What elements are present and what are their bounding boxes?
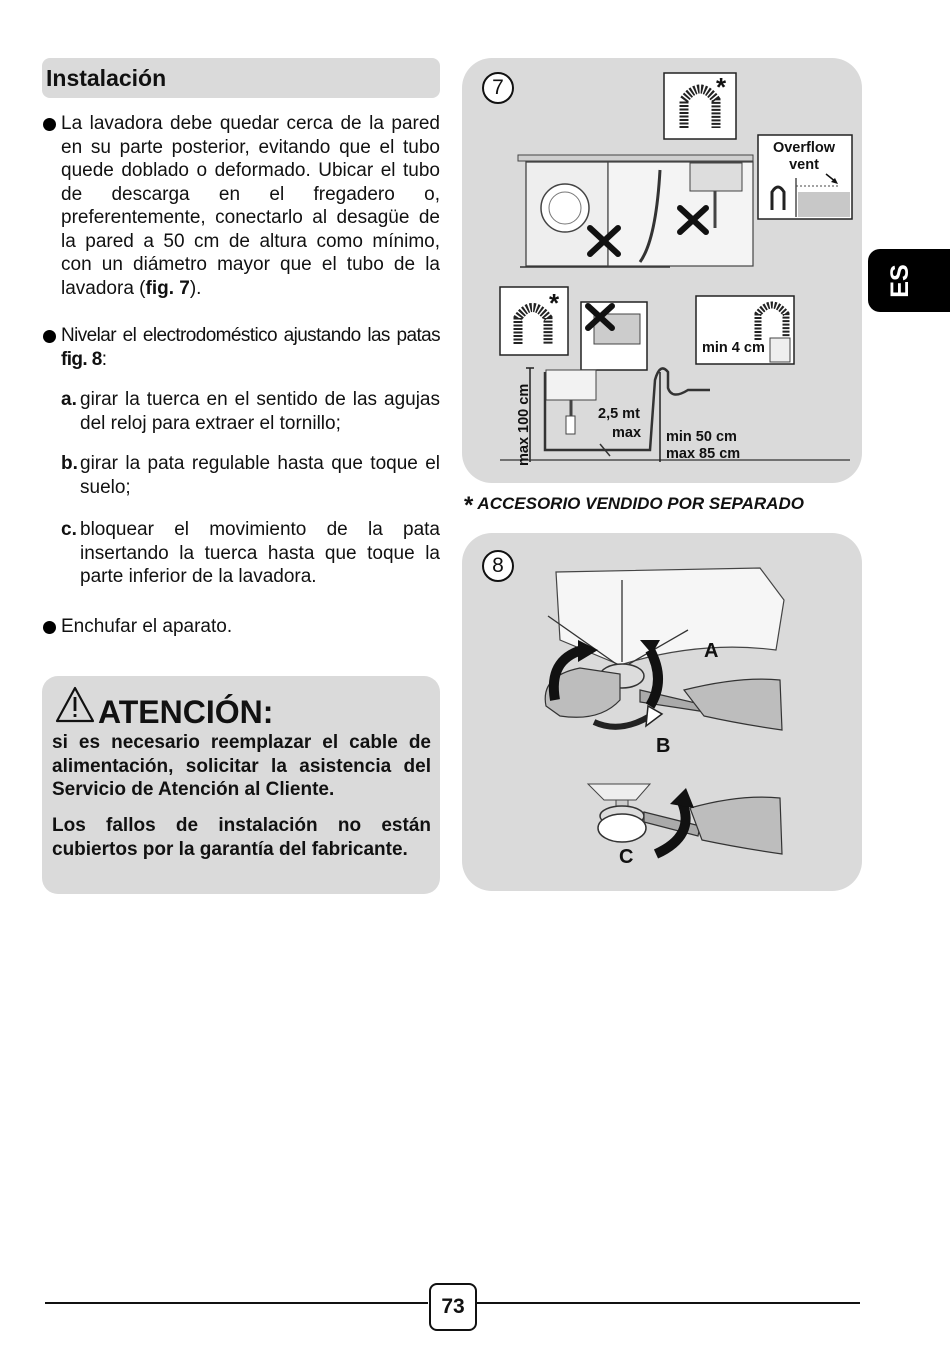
- step-text: girar la tuerca en el sentido de las agujas del reloj para extraer el tornillo;: [80, 389, 440, 434]
- step-letter: a.: [61, 389, 77, 410]
- svg-text:vent: vent: [789, 157, 819, 173]
- footer-rule-right: [476, 1302, 860, 1304]
- overflow-label: Overflow: [772, 140, 836, 156]
- bullet-text: La lavadora debe quedar cerca de la pared en su parte posterior, evitando que el tubo quede doblado o deformado. Ubicar el tubo de descarga en el fregadero o, preferentemente, conectarlo al desagüe de la pared a 50 cm de altura como mínimo, con un diámetro mayor que el tubo de la lavadora (fig. 7).: [61, 113, 440, 299]
- min-50cm-label: min 50 cm: [666, 429, 737, 445]
- bullet-text: Enchufar el aparato.: [61, 616, 233, 637]
- label-b: B: [656, 735, 671, 757]
- accessory-note: * ACCESORIO VENDIDO POR SEPARADO: [464, 492, 804, 519]
- step-text: girar la pata regulable hasta que toque el suelo;: [80, 453, 440, 498]
- language-tab: [868, 249, 950, 312]
- figure-8-number: 8: [482, 550, 514, 582]
- language-code: ES: [886, 264, 914, 298]
- max-85cm-label: max 85 cm: [666, 446, 741, 462]
- page-number: 73: [429, 1283, 477, 1331]
- warning-title: ATENCIÓN:: [98, 694, 274, 730]
- figure-7-number: 7: [482, 72, 514, 104]
- warning-paragraph-2: Los fallos de instalación no están cubiertos por la garantía del fabricante.: [52, 815, 431, 860]
- label-a: A: [704, 640, 719, 662]
- bullet-text: Nivelar el electrodoméstico ajustando las patas fig. 8:: [61, 325, 440, 370]
- step-text: bloquear el movimiento de la pata insertando la tuerca hasta que toque la parte inferior de la lavadora.: [80, 519, 440, 587]
- figure-ref: fig. 7: [145, 277, 190, 299]
- length-label: 2,5 mt: [598, 406, 640, 422]
- max-100cm-label: max 100 cm: [516, 383, 532, 466]
- min-4cm-label: min 4 cm: [702, 340, 765, 356]
- section-title: Instalación: [42, 58, 440, 98]
- footer-rule-left: [45, 1302, 428, 1304]
- step-letter: b.: [61, 453, 78, 474]
- svg-text:*: *: [549, 288, 560, 318]
- asterisk-text: *: [716, 72, 727, 102]
- length-max-label: max: [612, 425, 642, 441]
- step-letter: c.: [61, 519, 77, 540]
- warning-paragraph-1: si es necesario reemplazar el cable de alimentación, solicitar la asistencia del Servicio de Atención al Cliente.: [52, 732, 431, 800]
- figure-ref: fig. 8: [61, 348, 102, 370]
- label-c: C: [619, 846, 634, 868]
